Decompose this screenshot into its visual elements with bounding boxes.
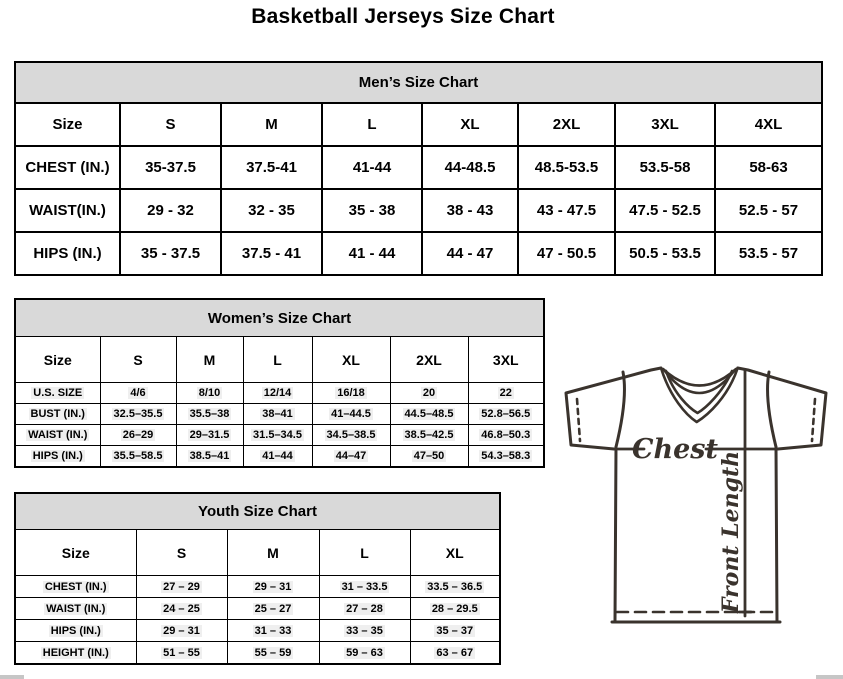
cell-text: WAIST (IN.)	[28, 429, 88, 441]
table-cell	[136, 576, 227, 598]
jersey-outline	[566, 368, 826, 622]
cell-text: 29–31.5	[189, 429, 230, 441]
table-row	[15, 425, 544, 446]
table-cell	[100, 404, 176, 425]
table-title-row	[15, 299, 544, 337]
table-cell	[176, 425, 243, 446]
size-header-cell: 3XL	[468, 337, 544, 383]
row-label: CHEST (IN.)	[15, 146, 120, 189]
table-row	[15, 598, 500, 620]
table-cell	[312, 383, 390, 404]
table-cell	[176, 446, 243, 468]
cell-text: 4/6	[130, 387, 146, 399]
table-cell: 50.5 - 53.5	[615, 232, 715, 275]
cell-text: 38–41	[262, 408, 293, 420]
row-label: HIPS (IN.)	[15, 232, 120, 275]
size-header-cell: 4XL	[715, 103, 822, 146]
row-label	[15, 404, 100, 425]
cell-text: 44–47	[335, 450, 367, 462]
cell-text: 46.8–50.3	[481, 429, 531, 441]
cell-text: 33.5 – 36.5	[427, 580, 483, 593]
table-cell	[227, 576, 319, 598]
cell-text: HIPS (IN.)	[50, 624, 101, 637]
row-label	[15, 425, 100, 446]
size-header-cell: XL	[410, 530, 500, 576]
cell-text: 35 – 37	[436, 624, 474, 637]
cell-text: 51 – 55	[163, 646, 200, 659]
cell-text: 29 – 31	[163, 624, 200, 637]
table-cell	[410, 642, 500, 665]
table-cell: 53.5 - 57	[715, 232, 822, 275]
table-cell	[243, 383, 312, 404]
table-cell	[390, 446, 468, 468]
jersey-diagram	[560, 362, 832, 626]
table-cell	[390, 383, 468, 404]
cell-text: U.S. SIZE	[33, 387, 83, 399]
table-cell	[468, 446, 544, 468]
table-cell: 32 - 35	[221, 189, 322, 232]
size-header-cell: S	[120, 103, 221, 146]
cell-text: 31 – 33	[254, 624, 292, 637]
size-header-cell: L	[322, 103, 422, 146]
front-length-label: Front Length	[718, 450, 744, 614]
table-cell	[410, 576, 500, 598]
cell-text: 31.5–34.5	[253, 429, 302, 441]
table-row	[15, 232, 822, 275]
table-cell	[227, 598, 319, 620]
row-label	[15, 620, 136, 642]
row-label: WAIST(IN.)	[15, 189, 120, 232]
size-header-cell: Size	[15, 530, 136, 576]
table-row	[15, 620, 500, 642]
size-header-cell: 3XL	[615, 103, 715, 146]
cell-text: WAIST (IN.)	[46, 602, 106, 615]
table-cell	[176, 404, 243, 425]
cell-text: HIPS (IN.)	[32, 450, 83, 462]
table-cell	[243, 404, 312, 425]
youth-size-chart-section	[14, 492, 501, 665]
cell-text: 25 – 27	[254, 602, 292, 615]
cell-text: 31 – 33.5	[341, 580, 388, 593]
cell-text: CHEST (IN.)	[44, 580, 107, 593]
horizontal-scrollbar-fragment-right[interactable]	[816, 675, 843, 679]
cell-text: 35.5–38	[189, 408, 230, 420]
table-cell: 37.5-41	[221, 146, 322, 189]
table-cell	[136, 620, 227, 642]
cell-text: 12/14	[263, 387, 292, 399]
table-cell	[100, 446, 176, 468]
table-cell: 35-37.5	[120, 146, 221, 189]
table-cell: 48.5-53.5	[518, 146, 615, 189]
size-header-cell: Size	[15, 337, 100, 383]
table-cell	[136, 642, 227, 665]
size-header-cell: M	[221, 103, 322, 146]
table-cell: 44-48.5	[422, 146, 518, 189]
table-cell: 41-44	[322, 146, 422, 189]
table-cell	[468, 383, 544, 404]
table-cell	[390, 404, 468, 425]
table-title-row	[15, 62, 822, 103]
cell-text: 22	[499, 387, 512, 399]
row-label	[15, 598, 136, 620]
size-header-cell: S	[136, 530, 227, 576]
table-cell: 47.5 - 52.5	[615, 189, 715, 232]
size-header-cell: S	[100, 337, 176, 383]
womens-size-table	[14, 298, 545, 468]
table-cell	[319, 620, 410, 642]
cell-text: 59 – 63	[346, 646, 383, 659]
cell-text: HEIGHT (IN.)	[42, 646, 109, 659]
size-header-cell: L	[243, 337, 312, 383]
table-cell	[100, 383, 176, 404]
table-cell	[468, 425, 544, 446]
size-header-cell: XL	[422, 103, 518, 146]
table-cell	[243, 446, 312, 468]
table-cell: 58-63	[715, 146, 822, 189]
cell-text: 32.5–35.5	[113, 408, 163, 420]
table-title: Women’s Size Chart	[15, 299, 544, 337]
table-cell: 37.5 - 41	[221, 232, 322, 275]
table-cell	[390, 425, 468, 446]
cell-text: 41–44.5	[331, 408, 371, 420]
size-header-cell: M	[227, 530, 319, 576]
cell-text: 52.8–56.5	[481, 408, 531, 420]
cell-text: 16/18	[337, 387, 365, 399]
row-label	[15, 576, 136, 598]
cell-text: 44.5–48.5	[404, 408, 454, 420]
table-cell	[176, 383, 243, 404]
table-row	[15, 404, 544, 425]
chest-label: Chest	[632, 434, 718, 465]
cell-text: 55 – 59	[254, 646, 292, 659]
cell-text: 27 – 28	[346, 602, 383, 615]
cell-text: 41–44	[262, 450, 293, 462]
size-header-cell: XL	[312, 337, 390, 383]
cell-text: 63 – 67	[436, 646, 474, 659]
table-cell	[468, 404, 544, 425]
size-header-cell: L	[319, 530, 410, 576]
page-title: Basketball Jerseys Size Chart	[251, 5, 555, 28]
table-cell	[319, 598, 410, 620]
youth-size-table	[14, 492, 501, 665]
row-label	[15, 642, 136, 665]
cell-text: 27 – 29	[163, 580, 200, 593]
table-cell	[312, 404, 390, 425]
table-cell	[312, 446, 390, 468]
table-cell	[319, 642, 410, 665]
size-header-row	[15, 530, 500, 576]
table-row	[15, 446, 544, 468]
cell-text: 20	[422, 387, 436, 399]
cell-text: 33 – 35	[346, 624, 383, 637]
horizontal-scrollbar-fragment-left[interactable]	[0, 675, 24, 679]
table-row	[15, 383, 544, 404]
table-cell	[243, 425, 312, 446]
cell-text: BUST (IN.)	[30, 408, 85, 420]
cell-text: 38.5–42.5	[404, 429, 454, 441]
table-cell: 47 - 50.5	[518, 232, 615, 275]
cell-text: 35.5–58.5	[113, 450, 163, 462]
cell-text: 38.5–41	[189, 450, 230, 462]
cell-text: 26–29	[122, 429, 154, 441]
table-title: Youth Size Chart	[15, 493, 500, 530]
table-title-row	[15, 493, 500, 530]
table-cell: 38 - 43	[422, 189, 518, 232]
table-row	[15, 189, 822, 232]
size-header-row	[15, 337, 544, 383]
table-cell	[319, 576, 410, 598]
size-header-cell: Size	[15, 103, 120, 146]
table-cell: 35 - 37.5	[120, 232, 221, 275]
table-cell: 29 - 32	[120, 189, 221, 232]
size-header-cell: 2XL	[390, 337, 468, 383]
cell-text: 54.3–58.3	[481, 450, 531, 462]
table-cell	[227, 642, 319, 665]
table-cell	[136, 598, 227, 620]
mens-size-chart-section	[14, 61, 823, 276]
cell-text: 34.5–38.5	[326, 429, 376, 441]
table-cell: 41 - 44	[322, 232, 422, 275]
table-row	[15, 576, 500, 598]
table-row	[15, 642, 500, 665]
table-cell	[100, 425, 176, 446]
table-row	[15, 146, 822, 189]
mens-size-table	[14, 61, 823, 276]
size-header-cell: M	[176, 337, 243, 383]
table-title: Men’s Size Chart	[15, 62, 822, 103]
cell-text: 47–50	[413, 450, 445, 462]
row-label	[15, 446, 100, 468]
cell-text: 29 – 31	[254, 580, 292, 593]
table-cell	[410, 620, 500, 642]
womens-size-chart-section	[14, 298, 545, 468]
size-header-cell: 2XL	[518, 103, 615, 146]
cell-text: 28 – 29.5	[431, 602, 478, 615]
table-cell: 43 - 47.5	[518, 189, 615, 232]
table-cell: 52.5 - 57	[715, 189, 822, 232]
table-cell: 44 - 47	[422, 232, 518, 275]
table-cell: 35 - 38	[322, 189, 422, 232]
table-cell	[312, 425, 390, 446]
table-cell	[227, 620, 319, 642]
table-cell	[410, 598, 500, 620]
jersey-collar	[661, 368, 738, 422]
row-label	[15, 383, 100, 404]
size-header-row	[15, 103, 822, 146]
cell-text: 24 – 25	[163, 602, 200, 615]
cell-text: 8/10	[198, 387, 221, 399]
table-cell: 53.5-58	[615, 146, 715, 189]
